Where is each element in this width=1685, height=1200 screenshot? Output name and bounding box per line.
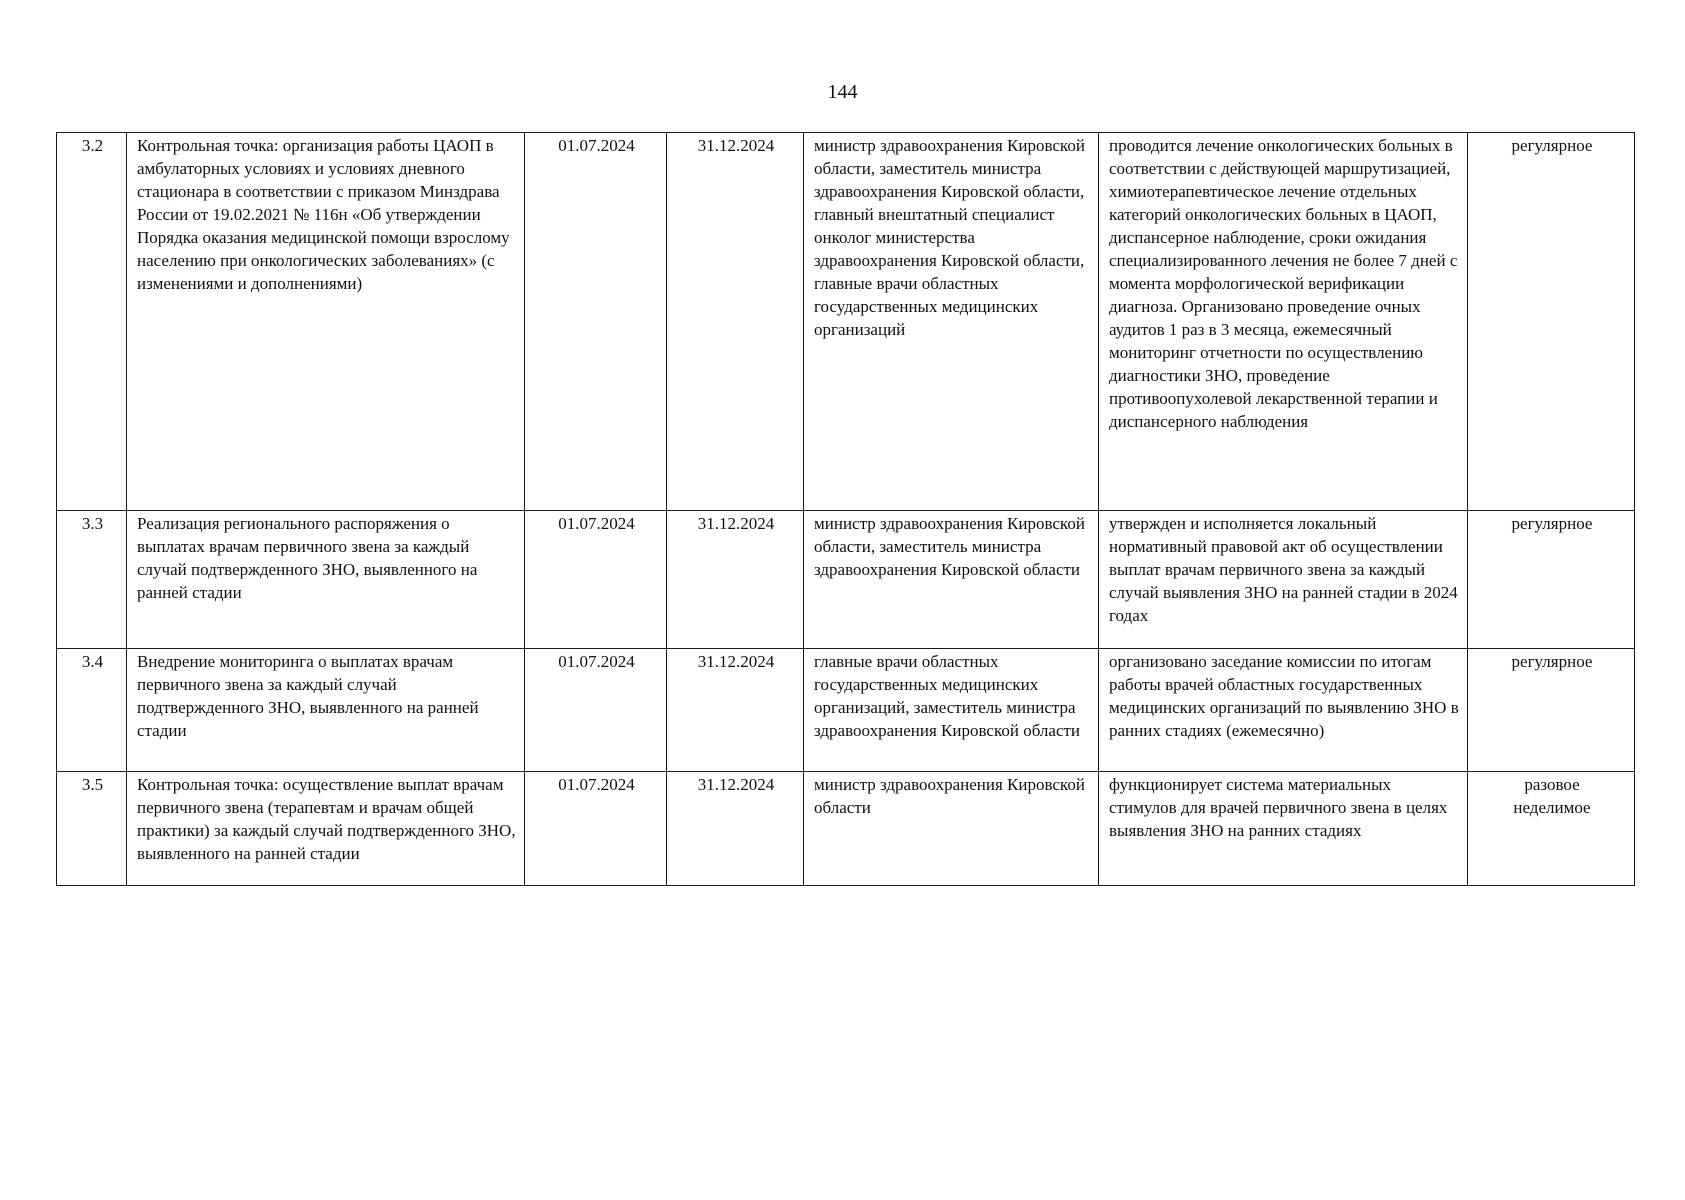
end-date: 31.12.2024 [667,133,804,511]
end-date: 31.12.2024 [667,649,804,772]
responsible-persons: министр здравоохранения Кировской области, заместитель министра здравоохранения Кировской области, главный внештатный специалист онколог министерства здравоохранения Кировской области, главные врачи областных государственных медицинских организаций [804,133,1099,511]
start-date: 01.07.2024 [525,133,667,511]
measures-table [56,132,1635,886]
row-number: 3.2 [57,133,127,511]
expected-result: функционирует система материальных стимулов для врачей первичного звена в целях выявления ЗНО на ранних стадиях [1099,772,1468,886]
end-date: 31.12.2024 [667,511,804,649]
responsible-persons: главные врачи областных государственных медицинских организаций, заместитель министра здравоохранения Кировской области [804,649,1099,772]
row-number: 3.4 [57,649,127,772]
event-type [1468,772,1635,886]
event-type-line1: регулярное [1511,514,1593,533]
row-number: 3.5 [57,772,127,886]
event-type [1468,511,1635,649]
start-date: 01.07.2024 [525,772,667,886]
table-row [57,649,1635,772]
expected-result: утвержден и исполняется локальный нормативный правовой акт об осуществлении выплат врачам первичного звена за каждый случай выявления ЗНО на ранней стадии в 2024 годах [1099,511,1468,649]
row-number: 3.3 [57,511,127,649]
start-date: 01.07.2024 [525,649,667,772]
event-type-line1: разовое [1524,775,1580,794]
event-type-line2: неделимое [1513,798,1591,817]
expected-result: проводится лечение онкологических больных в соответствии с действующей маршрутизацией, химиотерапевтическое лечение отдельных категорий онкологических больных в ЦАОП, диспансерное наблюдение, сроки ожидания специализированного лечения не более 7 дней с момента морфологической верификации диагноза. Организовано проведение очных аудитов 1 раз в 3 месяца, ежемесячный мониторинг отчетности по осуществлению диагностики ЗНО, проведение противоопухолевой лекарственной терапии и диспансерного наблюдения [1099,133,1468,511]
event-description: Контрольная точка: осуществление выплат врачам первичного звена (терапевтам и врачам общей практики) за каждый случай подтвержденного ЗНО, выявленного на ранней стадии [127,772,525,886]
end-date: 31.12.2024 [667,772,804,886]
responsible-persons: министр здравоохранения Кировской области, заместитель министра здравоохранения Кировской области [804,511,1099,649]
event-type [1468,649,1635,772]
table-row [57,511,1635,649]
event-type-line1: регулярное [1511,136,1593,155]
event-type [1468,133,1635,511]
start-date: 01.07.2024 [525,511,667,649]
event-type-line1: регулярное [1511,652,1593,671]
event-description: Внедрение мониторинга о выплатах врачам первичного звена за каждый случай подтвержденного ЗНО, выявленного на ранней стадии [127,649,525,772]
expected-result: организовано заседание комиссии по итогам работы врачей областных государственных медицинских организаций по выявлению ЗНО в ранних стадиях (ежемесячно) [1099,649,1468,772]
page-number: 144 [827,81,858,103]
event-description: Контрольная точка: организация работы ЦАОП в амбулаторных условиях и условиях дневного стационара в соответствии с приказом Минздрава России от 19.02.2021 № 116н «Об утверждении Порядка оказания медицинской помощи взрослому населению при онкологических заболеваниях» (с изменениями и дополнениями) [127,133,525,511]
event-description: Реализация регионального распоряжения о выплатах врачам первичного звена за каждый случай подтвержденного ЗНО, выявленного на ранней стадии [127,511,525,649]
table-row [57,133,1635,511]
responsible-persons: министр здравоохранения Кировской области [804,772,1099,886]
table-row [57,772,1635,886]
